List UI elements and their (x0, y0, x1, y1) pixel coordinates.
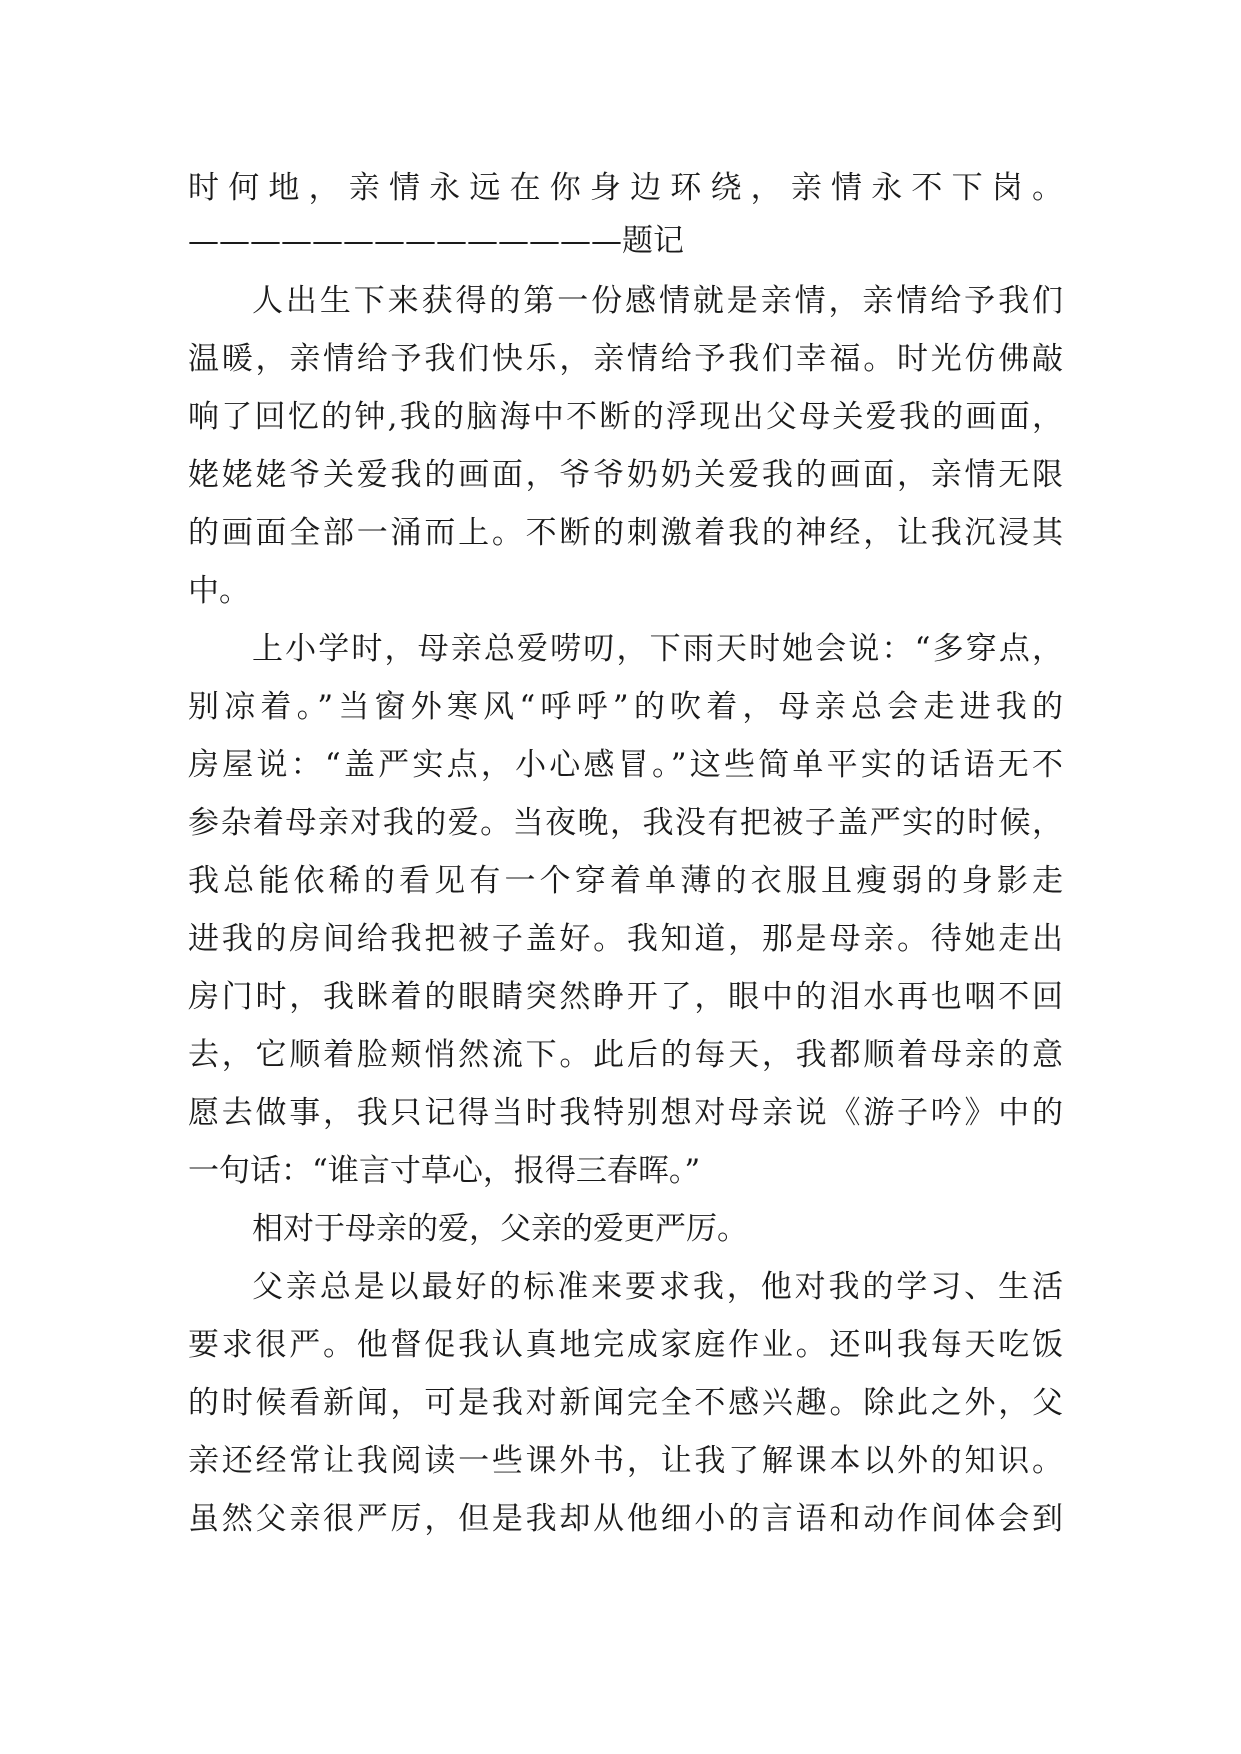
text-line: 的画面全部一涌而上。不断的刺激着我的神经，让我沉浸其 (188, 515, 1063, 551)
text-line: 我总能依稀的看见有一个穿着单薄的衣服且瘦弱的身影走 (188, 863, 1063, 899)
text-line: 人出生下来获得的第一份感情就是亲情，亲情给予我们 (252, 283, 1063, 319)
text-line: 中。 (188, 573, 250, 609)
text-line: 父亲总是以最好的标准来要求我，他对我的学习、生活 (252, 1269, 1063, 1305)
text-line: 去，它顺着脸颊悄然流下。此后的每天，我都顺着母亲的意 (188, 1037, 1063, 1073)
text-line: 上小学时，母亲总爱唠叨，下雨天时她会说：“多穿点， (252, 631, 1063, 667)
paragraph-3 (188, 1200, 1063, 1258)
text-line: 虽然父亲很严厉，但是我却从他细小的言语和动作间体会到 (188, 1501, 1063, 1537)
paragraph-2 (188, 620, 1063, 1200)
text-line: 响了回忆的钟,我的脑海中不断的浮现出父母关爱我的画面， (188, 399, 1063, 435)
text-line: 房门时，我眯着的眼睛突然睁开了，眼中的泪水再也咽不回 (188, 979, 1063, 1015)
text-line: 姥姥姥爷关爱我的画面，爷爷奶奶关爱我的画面，亲情无限 (188, 457, 1063, 493)
text-line: 温暖，亲情给予我们快乐，亲情给予我们幸福。时光仿佛敲 (188, 341, 1063, 377)
paragraph-1 (188, 272, 1063, 620)
paragraph-4 (188, 1258, 1063, 1548)
text-line: 愿去做事，我只记得当时我特别想对母亲说《游子吟》中的 (188, 1095, 1063, 1131)
text-line: 亲还经常让我阅读一些课外书，让我了解课本以外的知识。 (188, 1443, 1063, 1479)
epigraph (188, 160, 1063, 266)
text-line: 参杂着母亲对我的爱。当夜晚，我没有把被子盖严实的时候， (188, 805, 1063, 841)
epigraph-signature: ——————————————题记 (188, 223, 684, 259)
epigraph-line: 时何地，亲情永远在你身边环绕，亲情永不下岗。 (188, 170, 1063, 206)
text-line: 相对于母亲的爱，父亲的爱更严厉。 (252, 1211, 748, 1247)
text-line: 房屋说：“盖严实点，小心感冒。”这些简单平实的话语无不 (188, 747, 1063, 783)
text-line: 要求很严。他督促我认真地完成家庭作业。还叫我每天吃饭 (188, 1327, 1063, 1363)
text-line: 别凉着。”当窗外寒风“呼呼”的吹着，母亲总会走进我的 (188, 689, 1063, 725)
document-page (188, 160, 1063, 1548)
text-line: 进我的房间给我把被子盖好。我知道，那是母亲。待她走出 (188, 921, 1063, 957)
text-line: 一句话：“谁言寸草心，报得三春晖。” (188, 1153, 701, 1189)
text-line: 的时候看新闻，可是我对新闻完全不感兴趣。除此之外，父 (188, 1385, 1063, 1421)
